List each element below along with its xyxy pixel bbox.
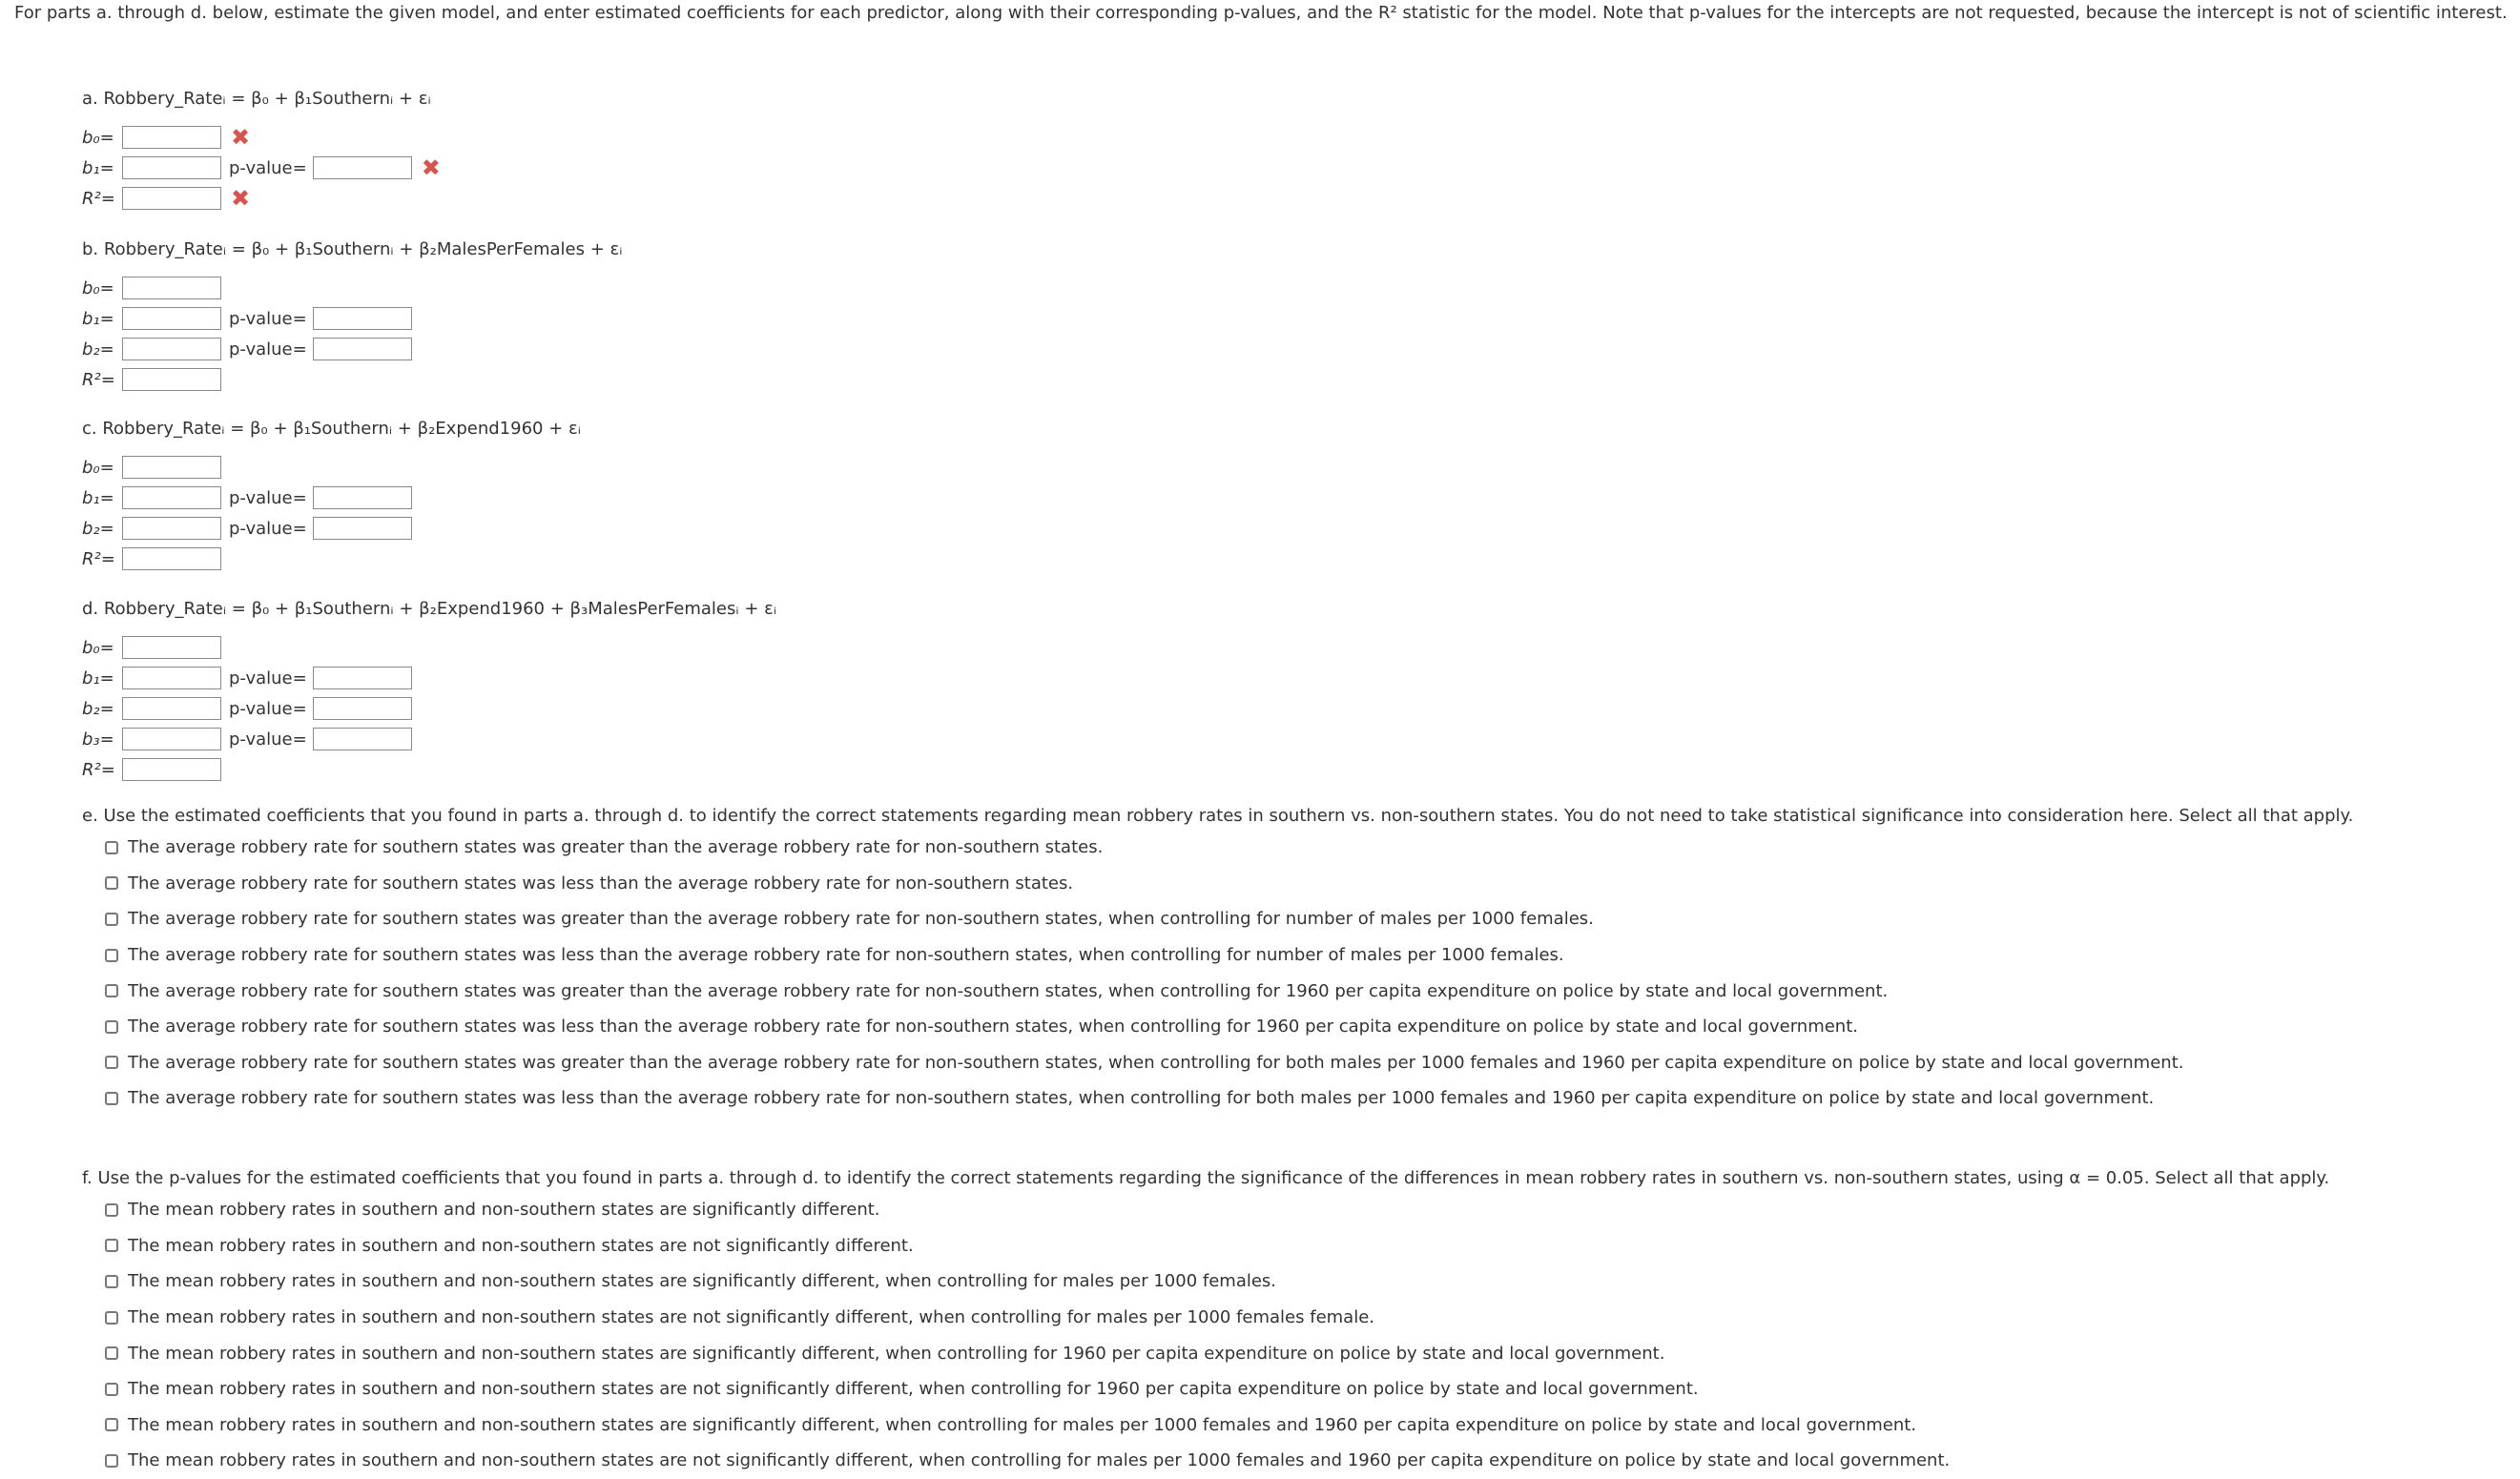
part-d-b1-input[interactable]	[122, 667, 221, 689]
question-e-option[interactable]	[105, 830, 2353, 866]
question-f-option[interactable]	[105, 1335, 2329, 1371]
pvalue-label: p-value=	[229, 157, 307, 178]
part-a-b0-input[interactable]	[122, 126, 221, 149]
part-d-b1-pvalue-input[interactable]	[313, 667, 412, 689]
part-c-b1-input[interactable]	[122, 486, 221, 509]
question-e-option[interactable]	[105, 937, 2353, 974]
checkbox[interactable]	[105, 1454, 118, 1468]
part-a-b1-pvalue-input[interactable]	[313, 156, 412, 179]
b0-label: b₀=	[82, 277, 114, 298]
option-label: The mean robbery rates in southern and non-southern states are significantly different.	[128, 1200, 880, 1221]
b0-label: b₀=	[82, 127, 114, 148]
part-a-equation: a. Robbery_Rateᵢ = β₀ + β₁Southernᵢ + εᵢ	[82, 89, 431, 109]
checkbox[interactable]	[105, 1311, 118, 1325]
intro-text: For parts a. through d. below, estimate the given model, and enter estimated coefficients for each predictor, along with their corresponding p-values, and the R² statistic for the model. Note that p-values for the intercepts are not requested, because the intercept is not of scientific interest.	[14, 3, 2508, 23]
question-f-option[interactable]	[105, 1443, 2329, 1479]
question-e	[82, 803, 2353, 1117]
option-label: The mean robbery rates in southern and non-southern states are not significantly different.	[128, 1235, 914, 1256]
question-e-option[interactable]	[105, 866, 2353, 902]
option-label: The mean robbery rates in southern and non-southern states are significantly different, when controlling for males per 1000 females and 1960 per capita expenditure on police by state and local government.	[128, 1414, 1917, 1435]
part-b	[82, 235, 622, 395]
option-label: The average robbery rate for southern states was greater than the average robbery rate for non-southern states, when controlling for 1960 per capita expenditure on police by state and local government.	[128, 980, 1889, 1001]
pvalue-label: p-value=	[229, 339, 307, 359]
option-label: The mean robbery rates in southern and non-southern states are significantly different, when controlling for 1960 per capita expenditure on police by state and local government.	[128, 1343, 1665, 1364]
r2-label: R²=	[82, 369, 115, 390]
b2-label: b₂=	[82, 698, 114, 719]
part-d-r2-row	[82, 754, 776, 785]
part-c-r2-input[interactable]	[122, 547, 221, 570]
checkbox[interactable]	[105, 841, 118, 854]
question-f-option[interactable]	[105, 1371, 2329, 1407]
part-b-b1-pvalue-input[interactable]	[313, 307, 412, 330]
x-mark-icon: ✖	[231, 185, 251, 212]
part-c-b0-row	[82, 452, 581, 483]
question-e-option[interactable]	[105, 1080, 2353, 1117]
pvalue-label: p-value=	[229, 729, 307, 750]
x-mark-icon: ✖	[231, 124, 251, 151]
question-f	[82, 1165, 2329, 1479]
option-label: The average robbery rate for southern states was less than the average robbery rate for non-southern states.	[128, 873, 1074, 894]
part-b-b0-row	[82, 273, 622, 303]
question-f-options	[82, 1192, 2329, 1479]
option-label: The mean robbery rates in southern and non-southern states are not significantly different, when controlling for 1960 per capita expenditure on police by state and local government.	[128, 1379, 1699, 1400]
part-c-b2-input[interactable]	[122, 517, 221, 540]
checkbox[interactable]	[105, 1092, 118, 1105]
part-c	[82, 414, 581, 574]
part-b-r2-row	[82, 364, 622, 395]
part-d	[82, 594, 776, 785]
option-label: The mean robbery rates in southern and non-southern states are significantly different, when controlling for males per 1000 females.	[128, 1271, 1277, 1292]
part-b-b0-input[interactable]	[122, 277, 221, 299]
pvalue-label: p-value=	[229, 668, 307, 688]
pvalue-label: p-value=	[229, 518, 307, 539]
part-b-b2-pvalue-input[interactable]	[313, 338, 412, 360]
part-d-b2-row	[82, 693, 776, 724]
b2-label: b₂=	[82, 339, 114, 359]
option-label: The average robbery rate for southern states was less than the average robbery rate for non-southern states, when controlling for both males per 1000 females and 1960 per capita expenditure on police by state and local government.	[128, 1088, 2155, 1109]
part-a-b1-row	[82, 153, 441, 183]
option-label: The mean robbery rates in southern and non-southern states are not significantly different, when controlling for males per 1000 females and 1960 per capita expenditure on police by state and local government.	[128, 1450, 1951, 1471]
question-e-option[interactable]	[105, 1045, 2353, 1081]
checkbox[interactable]	[105, 1020, 118, 1034]
question-e-options	[82, 830, 2353, 1117]
question-f-option[interactable]	[105, 1263, 2329, 1300]
question-e-text: e. Use the estimated coefficients that you found in parts a. through d. to identify the correct statements regarding mean robbery rates in southern vs. non-southern states. You do not need to take statistical significance into consideration here. Select all that apply.	[82, 806, 2354, 826]
part-d-b3-input[interactable]	[122, 728, 221, 750]
part-a-b0-row	[82, 122, 441, 153]
question-e-option[interactable]	[105, 1009, 2353, 1045]
part-d-b3-pvalue-input[interactable]	[313, 728, 412, 750]
checkbox[interactable]	[105, 949, 118, 962]
option-label: The average robbery rate for southern states was greater than the average robbery rate for non-southern states, when controlling for both males per 1000 females and 1960 per capita expenditure on police by state and local government.	[128, 1052, 2184, 1073]
checkbox[interactable]	[105, 876, 118, 890]
r2-label: R²=	[82, 188, 115, 209]
part-d-equation: d. Robbery_Rateᵢ = β₀ + β₁Southernᵢ + β₂Expend1960 + β₃MalesPerFemalesᵢ + εᵢ	[82, 599, 777, 619]
part-b-b2-input[interactable]	[122, 338, 221, 360]
option-label: The average robbery rate for southern states was greater than the average robbery rate for non-southern states, when controlling for number of males per 1000 females.	[128, 909, 1594, 930]
pvalue-label: p-value=	[229, 308, 307, 329]
part-d-b1-row	[82, 663, 776, 693]
part-b-b1-row	[82, 303, 622, 334]
part-c-b0-input[interactable]	[122, 456, 221, 479]
part-b-r2-input[interactable]	[122, 368, 221, 391]
question-f-option[interactable]	[105, 1192, 2329, 1228]
pvalue-label: p-value=	[229, 487, 307, 508]
question-f-option[interactable]	[105, 1228, 2329, 1264]
question-f-option[interactable]	[105, 1300, 2329, 1336]
x-mark-icon: ✖	[421, 154, 441, 181]
question-e-option[interactable]	[105, 901, 2353, 937]
b2-label: b₂=	[82, 518, 114, 539]
option-label: The average robbery rate for southern states was less than the average robbery rate for non-southern states, when controlling for 1960 per capita expenditure on police by state and local government.	[128, 1017, 1858, 1037]
option-label: The mean robbery rates in southern and non-southern states are not significantly different, when controlling for males per 1000 females female.	[128, 1307, 1375, 1328]
part-a-r2-row	[82, 183, 441, 214]
part-d-r2-input[interactable]	[122, 758, 221, 781]
checkbox[interactable]	[105, 1239, 118, 1252]
part-b-b1-input[interactable]	[122, 307, 221, 330]
part-d-b3-row	[82, 724, 776, 754]
checkbox[interactable]	[105, 1418, 118, 1431]
option-label: The average robbery rate for southern states was greater than the average robbery rate for non-southern states.	[128, 837, 1104, 858]
part-d-b2-input[interactable]	[122, 697, 221, 720]
question-f-text: f. Use the p-values for the estimated coefficients that you found in parts a. through d. to identify the correct statements regarding the significance of the differences in mean robbery rates in southern vs. non-southern states, using α = 0.05. Select all that apply.	[82, 1168, 2330, 1188]
pvalue-label: p-value=	[229, 698, 307, 719]
part-a	[82, 84, 441, 214]
question-e-option[interactable]	[105, 973, 2353, 1009]
checkbox[interactable]	[105, 1275, 118, 1288]
b1-label: b₁=	[82, 308, 114, 329]
checkbox[interactable]	[105, 984, 118, 997]
checkbox[interactable]	[105, 913, 118, 926]
r2-label: R²=	[82, 548, 115, 569]
part-b-b2-row	[82, 334, 622, 364]
b3-label: b₃=	[82, 729, 114, 750]
part-a-b1-input[interactable]	[122, 156, 221, 179]
part-b-equation: b. Robbery_Rateᵢ = β₀ + β₁Southernᵢ + β₂MalesPerFemales + εᵢ	[82, 239, 623, 259]
option-label: The average robbery rate for southern states was less than the average robbery rate for non-southern states, when controlling for number of males per 1000 females.	[128, 945, 1564, 966]
b0-label: b₀=	[82, 457, 114, 478]
b1-label: b₁=	[82, 157, 114, 178]
b1-label: b₁=	[82, 487, 114, 508]
checkbox[interactable]	[105, 1383, 118, 1396]
r2-label: R²=	[82, 759, 115, 780]
b1-label: b₁=	[82, 668, 114, 688]
part-c-b1-row	[82, 483, 581, 513]
checkbox[interactable]	[105, 1346, 118, 1360]
part-c-b2-row	[82, 513, 581, 544]
b0-label: b₀=	[82, 637, 114, 658]
part-c-equation: c. Robbery_Rateᵢ = β₀ + β₁Southernᵢ + β₂Expend1960 + εᵢ	[82, 419, 581, 439]
checkbox[interactable]	[105, 1056, 118, 1069]
part-d-b0-row	[82, 632, 776, 663]
checkbox[interactable]	[105, 1203, 118, 1217]
part-d-b2-pvalue-input[interactable]	[313, 697, 412, 720]
part-c-r2-row	[82, 544, 581, 574]
question-f-option[interactable]	[105, 1407, 2329, 1444]
part-d-b0-input[interactable]	[122, 636, 221, 659]
part-c-b2-pvalue-input[interactable]	[313, 517, 412, 540]
part-a-r2-input[interactable]	[122, 187, 221, 210]
part-c-b1-pvalue-input[interactable]	[313, 486, 412, 509]
